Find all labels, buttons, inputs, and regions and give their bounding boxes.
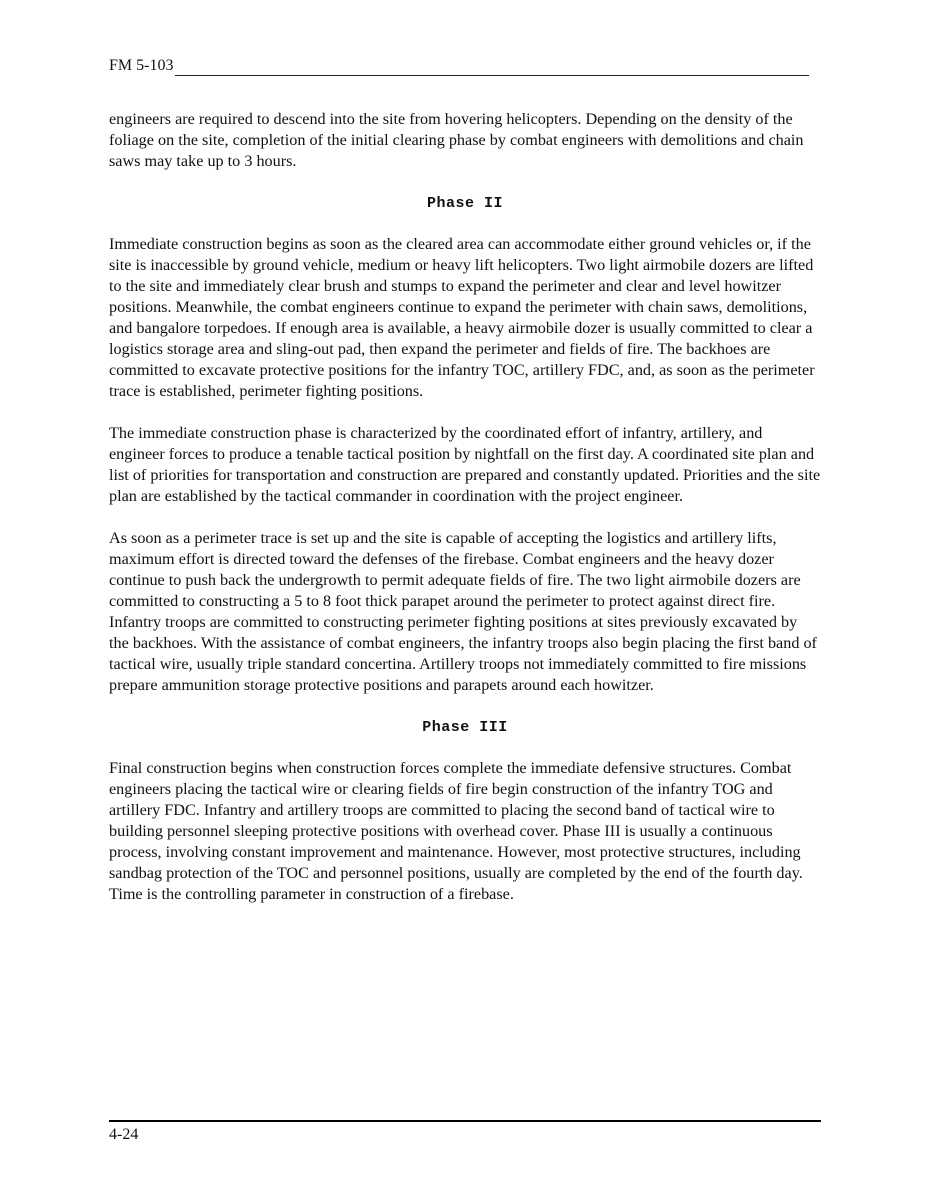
page-number: 4-24 <box>109 1126 139 1143</box>
paragraph-continued: engineers are required to descend into the site from hovering helicopters. Depending on the density of the foliage on the site, completion of the initial clearing phase by combat engineers with demolitions and chain saws may take up to 3 hours. <box>109 110 804 170</box>
paragraph-final-construction: Final construction begins when construction forces complete the immediate defensive structures. Combat engineers placing the tactical wire or clearing fields of fire begin construction of the infantry TOG and artillery FDC. Infantry and artillery troops are committed to placing the second band of tactical wire to building personnel sleeping protective positions with overhead cover. Phase III is usually a continuous process, involving constant improvement and maintenance. However, most protective structures, including sandbag protection of the TOC and personnel positions, usually are completed by the end of the fourth day. Time is the controlling parameter in construction of a firebase. <box>109 759 803 903</box>
section-heading-phase-ii: Phase II <box>426 195 503 212</box>
header-rule <box>109 75 809 76</box>
footer-rule <box>109 1120 821 1122</box>
page-header <box>109 56 809 78</box>
document-id: FM 5-103 <box>109 57 174 74</box>
paragraph-coordination: The immediate construction phase is characterized by the coordinated effort of infantry, artillery, and engineer forces to produce a tenable tactical position by nightfall on the first day. A coordinated site plan and list of priorities for transportation and construction are prepared and constantly updated. Priorities and the site plan are established by the tactical commander in coordination with the project engineer. <box>109 424 821 505</box>
paragraph-immediate-construction: Immediate construction begins as soon as the cleared area can accommodate either ground vehicles or, if the site is inaccessible by ground vehicle, medium or heavy lift helicopters. Two light airmobile dozers are lifted to the site and immediately clear brush and stumps to expand the perimeter and clear and level howitzer positions. Meanwhile, the combat engineers continue to expand the perimeter with chain saws, demolitions, and bangalore torpedoes. If enough area is available, a heavy airmobile dozer is usually committed to clear a logistics storage area and sling-out pad, then expand the perimeter and fields of fire. The backhoes are committed to excavate protective positions for the infantry TOC, artillery FDC, and, as soon as the perimeter trace is established, perimeter fighting positions. <box>109 235 815 400</box>
paragraph-perimeter-defenses: As soon as a perimeter trace is set up and the site is capable of accepting the logistics and artillery lifts, maximum effort is directed toward the defenses of the firebase. Combat engineers and the heavy dozer continue to push back the undergrowth to permit adequate fields of fire. The two light airmobile dozers are committed to constructing a 5 to 8 foot thick parapet around the perimeter to protect against direct fire. Infantry troops are committed to constructing perimeter fighting positions at sites previously excavated by the backhoes. With the assistance of combat engineers, the infantry troops also begin placing the first band of tactical wire, usually triple standard concertina. Artillery troops not immediately committed to fire missions prepare ammunition storage protective positions and parapets around each howitzer. <box>109 529 817 694</box>
page-body <box>109 109 821 926</box>
section-heading-phase-iii: Phase III <box>422 719 508 736</box>
